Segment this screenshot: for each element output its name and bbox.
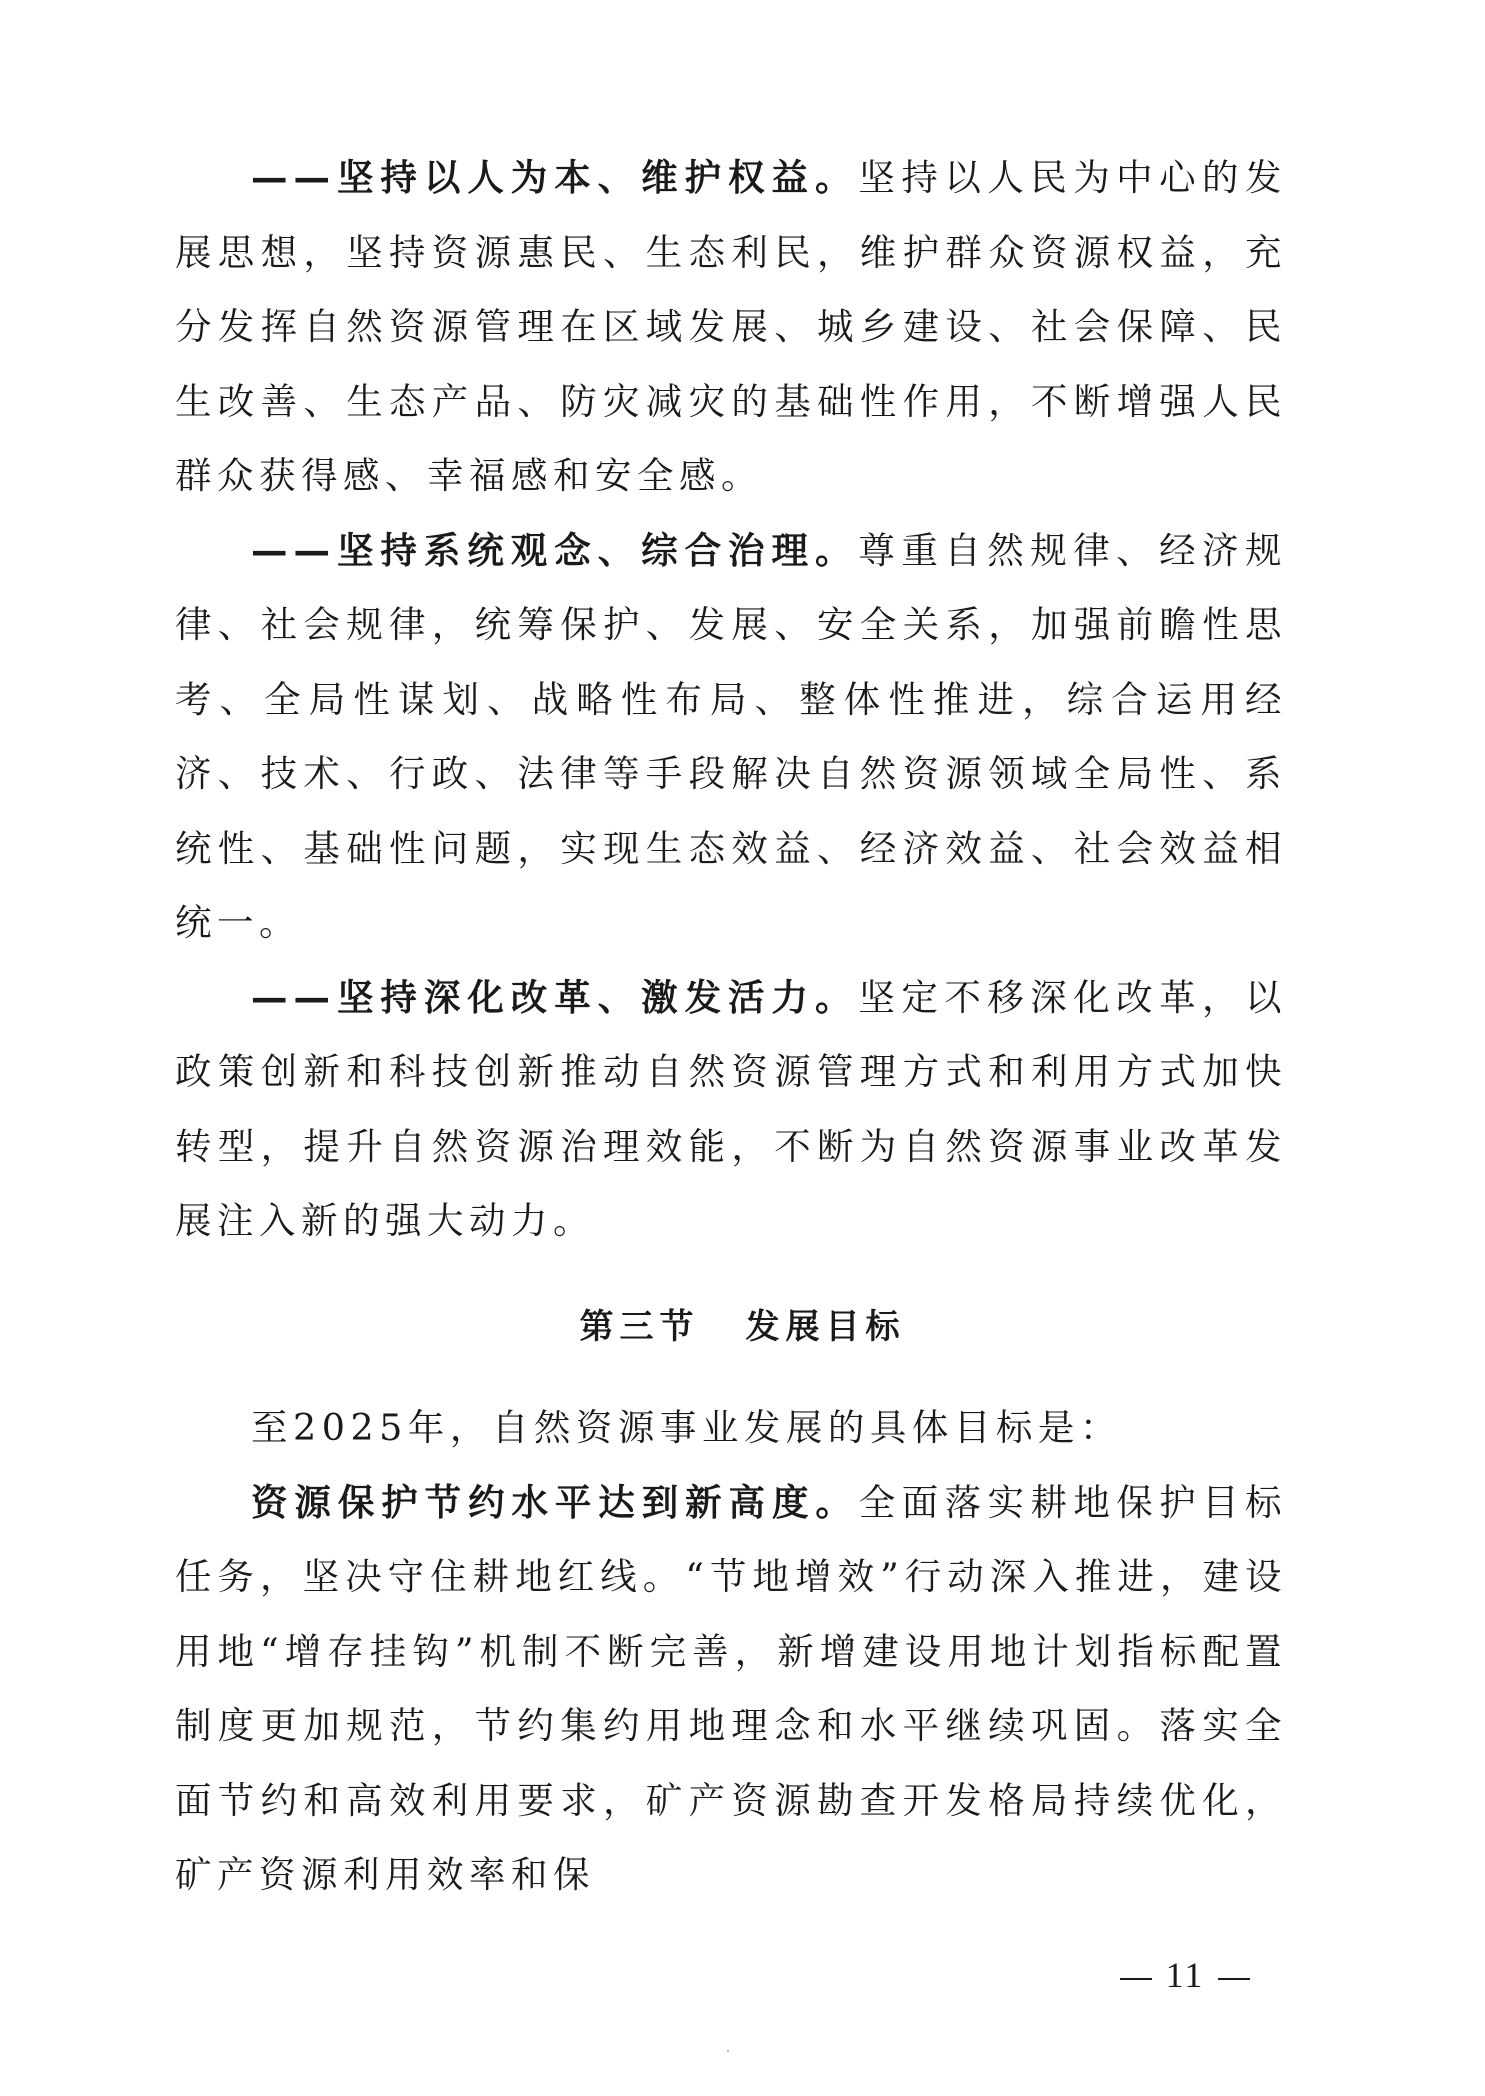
page-number-dash-left [1120, 1978, 1152, 1980]
principle-body: 坚定不移深化改革，以政策创新和科技创新推动自然资源管理方式和利用方式加快转型，提升自然资源治理效能，不断为自然资源事业改革发展注入新的强大动力。 [175, 975, 1288, 1242]
goals-block [175, 1391, 1287, 1913]
principle-paragraph-people [175, 141, 1287, 514]
section-number: 第三节 [579, 1307, 700, 1347]
goal-paragraph-resources [175, 1466, 1287, 1913]
page-number-dash-right [1218, 1978, 1250, 1980]
principle-heading: ——坚持系统观念、综合治理。 [251, 528, 859, 572]
goal-body: 全面落实耕地保护目标任务，坚决守住耕地红线。“节地增效”行动深入推进，建设用地“增存挂钩”机制不断完善，新增建设用地计划指标配置制度更加规范，节约集约用地理念和水平继续巩固。落实全面节约和高效利用要求，矿产资源勘查开发格局持续优化，矿产资源利用效率和保 [175, 1480, 1288, 1896]
section-title: 发展目标 [745, 1307, 906, 1347]
section-heading [0, 1302, 1485, 1352]
principles-block [175, 141, 1287, 1259]
principle-paragraph-system [175, 514, 1287, 961]
principle-paragraph-reform [175, 961, 1287, 1259]
goal-heading: 资源保护节约水平达到新高度。 [251, 1480, 859, 1524]
scan-speck [727, 2050, 729, 2052]
principle-heading: ——坚持以人为本、维护权益。 [251, 156, 859, 199]
page-number [1100, 1950, 1270, 2000]
principle-heading: ——坚持深化改革、激发活力。 [251, 975, 859, 1019]
principle-body: 坚持以人民为中心的发展思想，坚持资源惠民、生态利民，维护群众资源权益，充分发挥自然资源管理在区域发展、城乡建设、社会保障、民生改善、生态产品、防灾减灾的基础性作用，不断增强人民群众获得感、幸福感和安全感。 [175, 156, 1288, 497]
principle-body: 尊重自然规律、经济规律、社会规律，统筹保护、发展、安全关系，加强前瞻性思考、全局性谋划、战略性布局、整体性推进，综合运用经济、技术、行政、法律等手段解决自然资源领域全局性、系统性、基础性问题，实现生态效益、经济效益、社会效益相统一。 [175, 528, 1288, 944]
goals-intro: 至2025年，自然资源事业发展的具体目标是： [251, 1406, 1122, 1449]
page-number-value: 11 [1165, 1955, 1205, 1995]
